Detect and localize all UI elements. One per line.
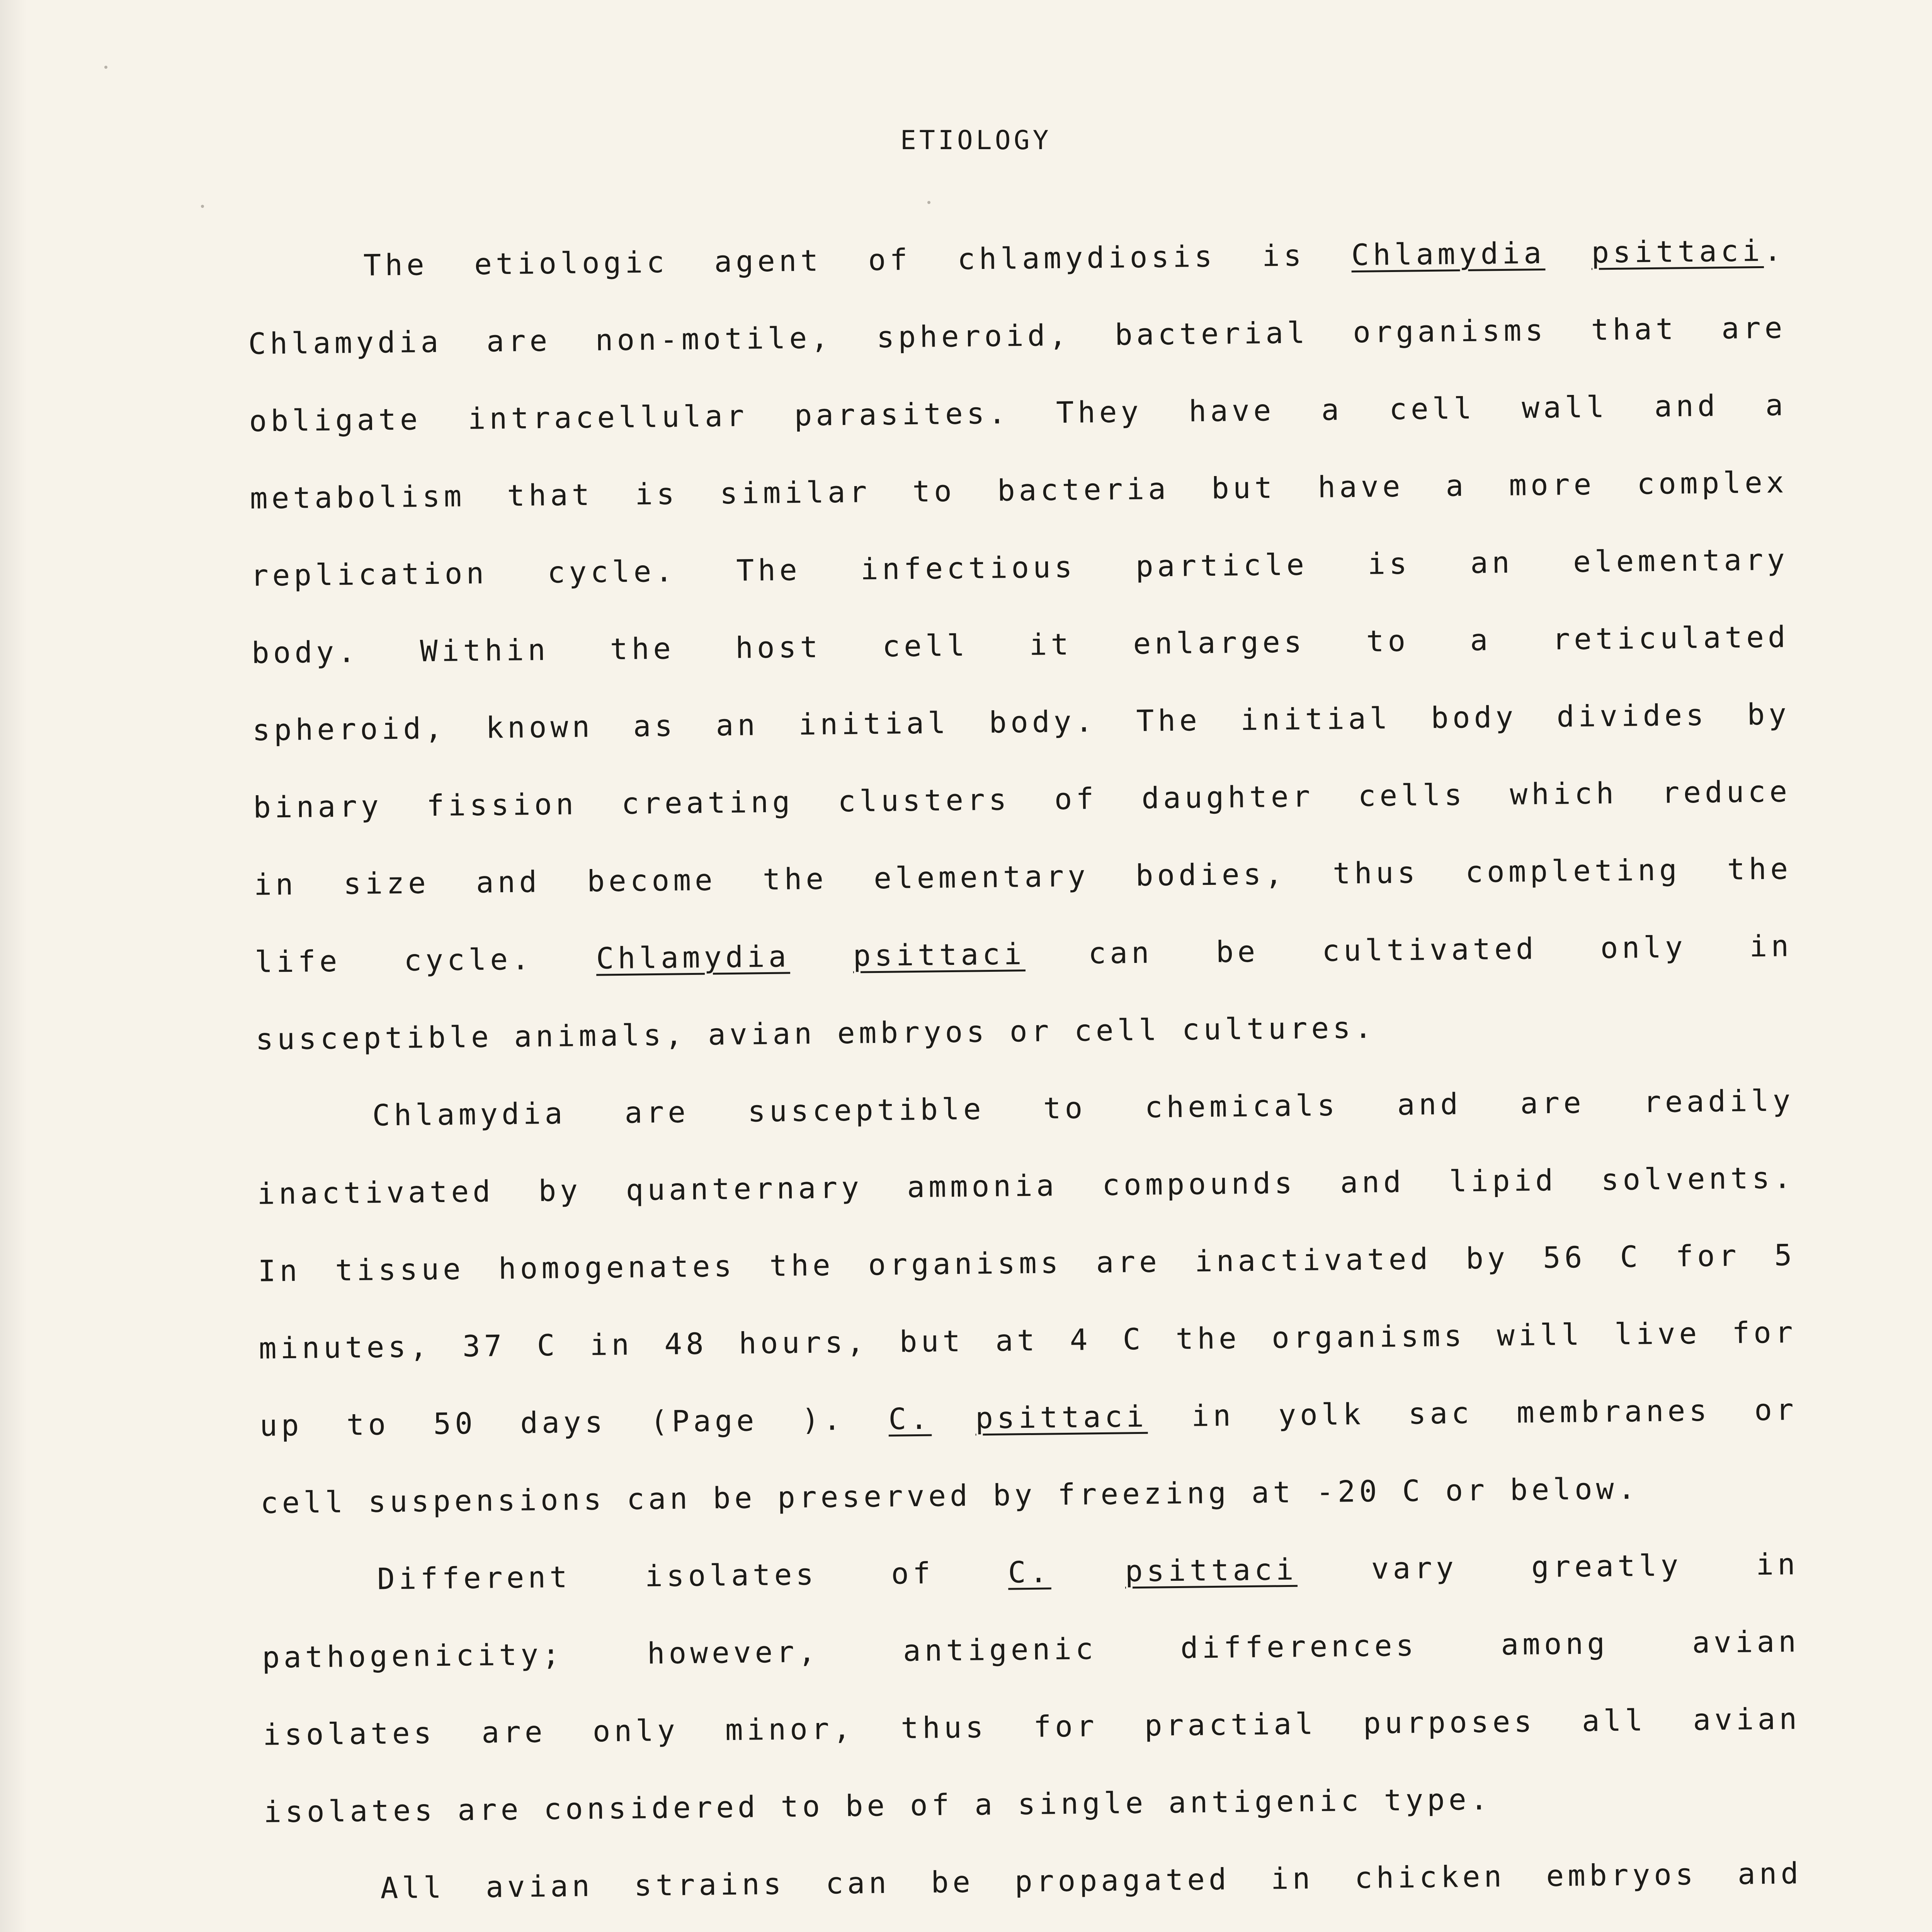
text-run <box>1051 1554 1125 1589</box>
text-run: All avian strains can be propagated in chicken embryos and <box>380 1856 1803 1905</box>
text-run: metabolism that is similar to bacteria but have a more complex <box>250 465 1788 515</box>
text-run: up to 50 days (Page ). <box>259 1401 889 1443</box>
text-run: cell suspensions can be preserved by freezing at -20 C or below. <box>260 1471 1639 1520</box>
text-run: The etiologic agent of chlamydiosis is <box>363 238 1352 282</box>
text-run: minutes, 37 C in 48 hours, but at 4 C the organisms will live for <box>259 1315 1797 1366</box>
text-run <box>931 1401 975 1435</box>
text-run: in yolk sac membranes or <box>1147 1392 1798 1434</box>
text-run: Chlamydia are susceptible to chemicals and are readily <box>372 1083 1794 1133</box>
underlined-term: C. <box>1008 1554 1051 1590</box>
text-run: life cycle. <box>254 941 597 979</box>
text-run <box>790 939 853 974</box>
page-title: ETIOLOGY <box>900 125 1052 156</box>
scan-speck <box>104 66 107 69</box>
text-run: pathogenicity; however, antigenic differences among avian <box>262 1624 1800 1675</box>
text-run: binary fission creating clusters of daughter cells which reduce <box>253 774 1791 825</box>
underlined-term: Chlamydia <box>1351 235 1546 272</box>
text-run: susceptible animals, avian embryos or cell cultures. <box>255 1010 1376 1056</box>
underlined-term: psittaci <box>853 937 1026 973</box>
text-run: In tissue homogenates the organisms are inactivated by 56 C for 5 <box>258 1238 1796 1288</box>
underlined-term: psittaci <box>975 1399 1148 1435</box>
text-run: isolates are considered to be of a single antigenic type. <box>263 1782 1492 1829</box>
underlined-term: psittaci <box>1125 1552 1298 1588</box>
text-run <box>1545 235 1592 270</box>
text-run: Chlamydia are non-motile, spheroid, bacterial organisms that are <box>248 310 1786 361</box>
text-run: isolates are only minor, thus for practial purposes all avian <box>262 1701 1801 1752</box>
text-run: vary greatly in <box>1297 1547 1799 1587</box>
text-run: inactivated by quanternary ammonia compounds and lipid solvents. <box>257 1160 1795 1211</box>
text-run: body. Within the host cell it enlarges to a reticulated <box>251 619 1790 670</box>
text-run: Different isolates of <box>377 1555 1009 1596</box>
text-run: . <box>1764 233 1786 268</box>
text-run: can be cultivated only in <box>1025 929 1793 971</box>
page-edge-shadow <box>0 0 27 1932</box>
underlined-term: psittaci <box>1591 233 1764 270</box>
text-run: spheroid, known as an initial body. The initial body divides by <box>252 697 1791 747</box>
scan-speck <box>927 201 930 204</box>
underlined-term: Chlamydia <box>596 939 791 976</box>
scan-speck <box>201 205 204 208</box>
body-text <box>247 231 1806 1932</box>
text-run: replication cycle. The infectious particle is an elementary <box>250 542 1789 593</box>
text-run: obligate intracellular parasites. They have a cell wall and a <box>249 388 1787 438</box>
text-run: in size and become the elementary bodies, thus completing the <box>253 851 1792 902</box>
underlined-term: C. <box>888 1401 932 1436</box>
